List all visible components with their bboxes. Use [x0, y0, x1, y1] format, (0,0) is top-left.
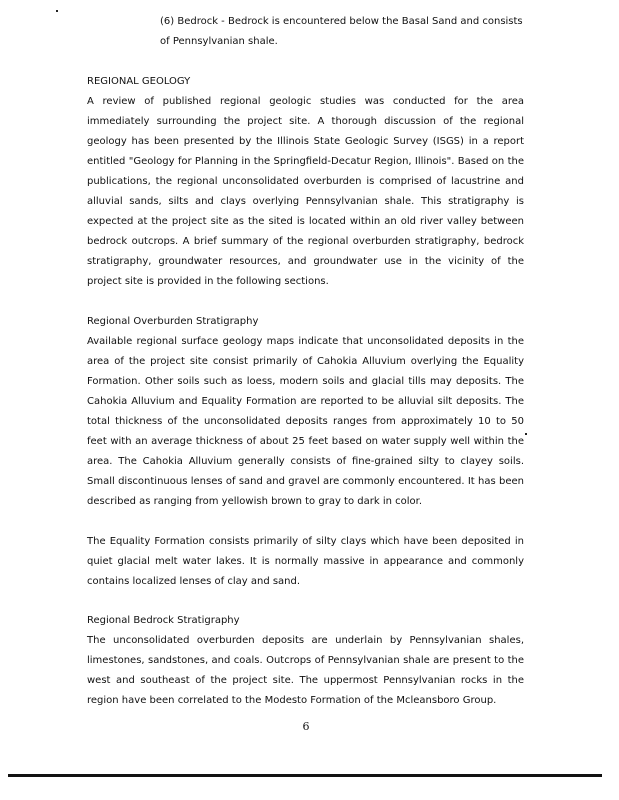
overburden-section — [87, 312, 524, 592]
scan-speck — [56, 10, 58, 12]
bedrock-heading: Regional Bedrock Stratigraphy — [87, 615, 240, 626]
overburden-heading: Regional Overburden Stratigraphy — [87, 316, 259, 327]
overburden-paragraph-2: The Equality Formation consists primarily of silty clays which have been deposited in quiet glacial melt water lakes. It is normally massive in appearance and commonly contains localized lenses of clay and sand. — [87, 536, 524, 587]
regional-geology-section — [87, 72, 524, 292]
regional-geology-paragraph: A review of published regional geologic studies was conducted for the area immediately surrounding the project site. A thorough discussion of the regional geology has been presented by the Illinois State Geologic Survey (ISGS) in a report entitled "Geology for Planning in the Springfield-Decatur Region, Illinois". Based on the publications, the regional unconsolidated overburden is comprised of lacustrine and alluvial sands, silts and clays overlying Pennsylvanian shale. This stratigraphy is expected at the project site as the sited is located within an old river valley between bedrock outcrops. A brief summary of the regional overburden stratigraphy, bedrock stratigraphy, groundwater resources, and groundwater use in the vicinity of the project site is provided in the following sections. — [87, 96, 524, 287]
overburden-paragraph-1: Available regional surface geology maps indicate that unconsolidated deposits in the area of the project site consist primarily of Cahokia Alluvium overlying the Equality Formation. Other soils such as loess, modern soils and glacial tills may deposits. The Cahokia Alluvium and Equality Formation are reported to be alluvial silt deposits. The total thickness of the unconsolidated deposits ranges from approximately 10 to 50 feet with an average thickness of about 25 feet based on water supply well within the area. The Cahokia Alluvium generally consists of fine-grained silty to clayey soils. Small discontinuous lenses of sand and gravel are commonly encountered. It has been described as ranging from yellowish brown to gray to dark in color. — [87, 336, 524, 507]
bedrock-item-line-2: of Pennsylvanian shale. — [160, 36, 278, 47]
bedrock-item-line-1: (6) Bedrock - Bedrock is encountered below the Basal Sand and consists — [160, 16, 523, 27]
bedrock-list-item — [160, 12, 530, 52]
page-number: 6 — [302, 720, 310, 733]
bedrock-section — [87, 611, 524, 711]
regional-geology-heading: REGIONAL GEOLOGY — [87, 76, 191, 87]
scan-speck — [525, 433, 527, 435]
footer-rule — [8, 774, 602, 777]
bedrock-paragraph: The unconsolidated overburden deposits are underlain by Pennsylvanian shales, limestones, sandstones, and coals. Outcrops of Pennsylvanian shale are present to the west and southeast of the project site. The uppermost Pennsylvanian rocks in the region have been correlated to the Modesto Formation of the Mcleansboro Group. — [87, 635, 524, 706]
